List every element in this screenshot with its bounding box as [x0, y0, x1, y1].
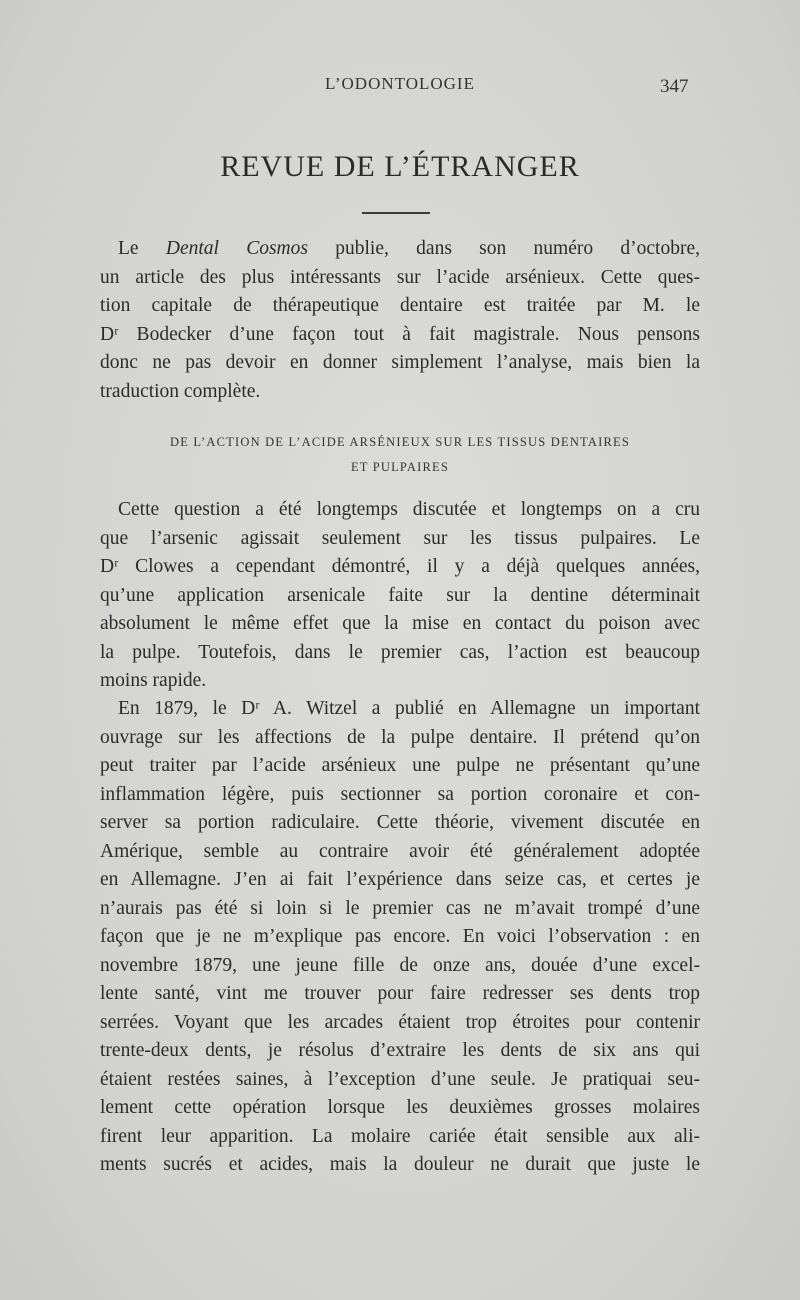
text-line: absolument le même effet que la mise en contact du poison avec [100, 613, 700, 634]
text-line: Dʳ Bodecker d’une façon tout à fait magistrale. Nous pensons [100, 323, 700, 345]
text-line: En 1879, le Dʳ A. Witzel a publié en Allemagne un important [118, 698, 700, 719]
text-line: trente-deux dents, je résolus d’extraire les dents de six ans qui [100, 1040, 700, 1061]
text-line: server sa portion radiculaire. Cette théorie, vivement discutée en [100, 812, 700, 833]
running-head: L’ODONTOLOGIE [325, 74, 475, 93]
paragraph-2 [100, 695, 700, 1180]
text-line: Amérique, semble au contraire avoir été généralement adoptée [100, 840, 700, 862]
text-line: novembre 1879, une jeune fille de onze ans, douée d’une excel- [100, 954, 700, 976]
text-line: n’aurais pas été si loin si le premier cas ne m’avait trompé d’une [100, 897, 700, 919]
text-line: ments sucrés et acides, mais la douleur ne durait que juste le [100, 1154, 700, 1175]
text-line: étaient restées saines, à l’exception d’une seule. Je pratiquai seu- [100, 1068, 700, 1090]
text-line: Dʳ Clowes a cependant démontré, il y a déjà quelques années, [100, 556, 700, 577]
text-line: serrées. Voyant que les arcades étaient trop étroites pour contenir [100, 1011, 700, 1033]
text-line: traduction complète. [100, 380, 261, 402]
text-line: donc ne pas devoir en donner simplement l’analyse, mais bien la [100, 352, 700, 373]
text-line: moins rapide. [100, 670, 207, 691]
title-rule [362, 212, 430, 214]
section-heading-line: DE L’ACTION DE L’ACIDE ARSÉNIEUX SUR LES TISSUS DENTAIRES [169, 435, 630, 449]
intro-paragraph [100, 235, 700, 406]
text-line: en Allemagne. J’en ai fait l’expérience dans seize cas, et certes je [100, 869, 700, 890]
paragraph-1 [100, 496, 700, 696]
text-line: firent leur apparition. La molaire cariée était sensible aux ali- [100, 1125, 700, 1147]
text-line: que l’arsenic agissait seulement sur les tissus pulpaires. Le [100, 527, 700, 549]
page-title: REVUE DE L’ÉTRANGER [220, 150, 580, 183]
journal-title: Dental Cosmos [165, 238, 308, 259]
text-line: Le Dental Cosmos publie, dans son numéro d’octobre, [118, 238, 700, 259]
text-line: Cette question a été longtemps discutée et longtemps on a cru [118, 499, 700, 520]
text-line: un article des plus intéressants sur l’acide arsénieux. Cette ques- [100, 266, 700, 288]
text-line: tion capitale de thérapeutique dentaire est traitée par M. le [100, 295, 700, 316]
text-line: la pulpe. Toutefois, dans le premier cas, l’action est beaucoup [100, 641, 700, 663]
section-heading [100, 430, 700, 480]
text-line: lement cette opération lorsque les deuxièmes grosses molaires [100, 1097, 700, 1118]
text-line: peut traiter par l’acide arsénieux une pulpe ne présentant qu’une [100, 755, 700, 776]
text-line: ouvrage sur les affections de la pulpe dentaire. Il prétend qu’on [100, 726, 700, 748]
text-line: qu’une application arsenicale faite sur la dentine déterminait [100, 584, 700, 606]
section-heading-line: ET PULPAIRES [350, 460, 450, 474]
page-number: 347 [660, 76, 689, 97]
text-line: façon que je ne m’explique pas encore. En voici l’observation : en [100, 926, 700, 947]
text-line: inflammation légère, puis sectionner sa portion coronaire et con- [100, 783, 700, 805]
text-line: lente santé, vint me trouver pour faire redresser ses dents trop [100, 983, 700, 1004]
